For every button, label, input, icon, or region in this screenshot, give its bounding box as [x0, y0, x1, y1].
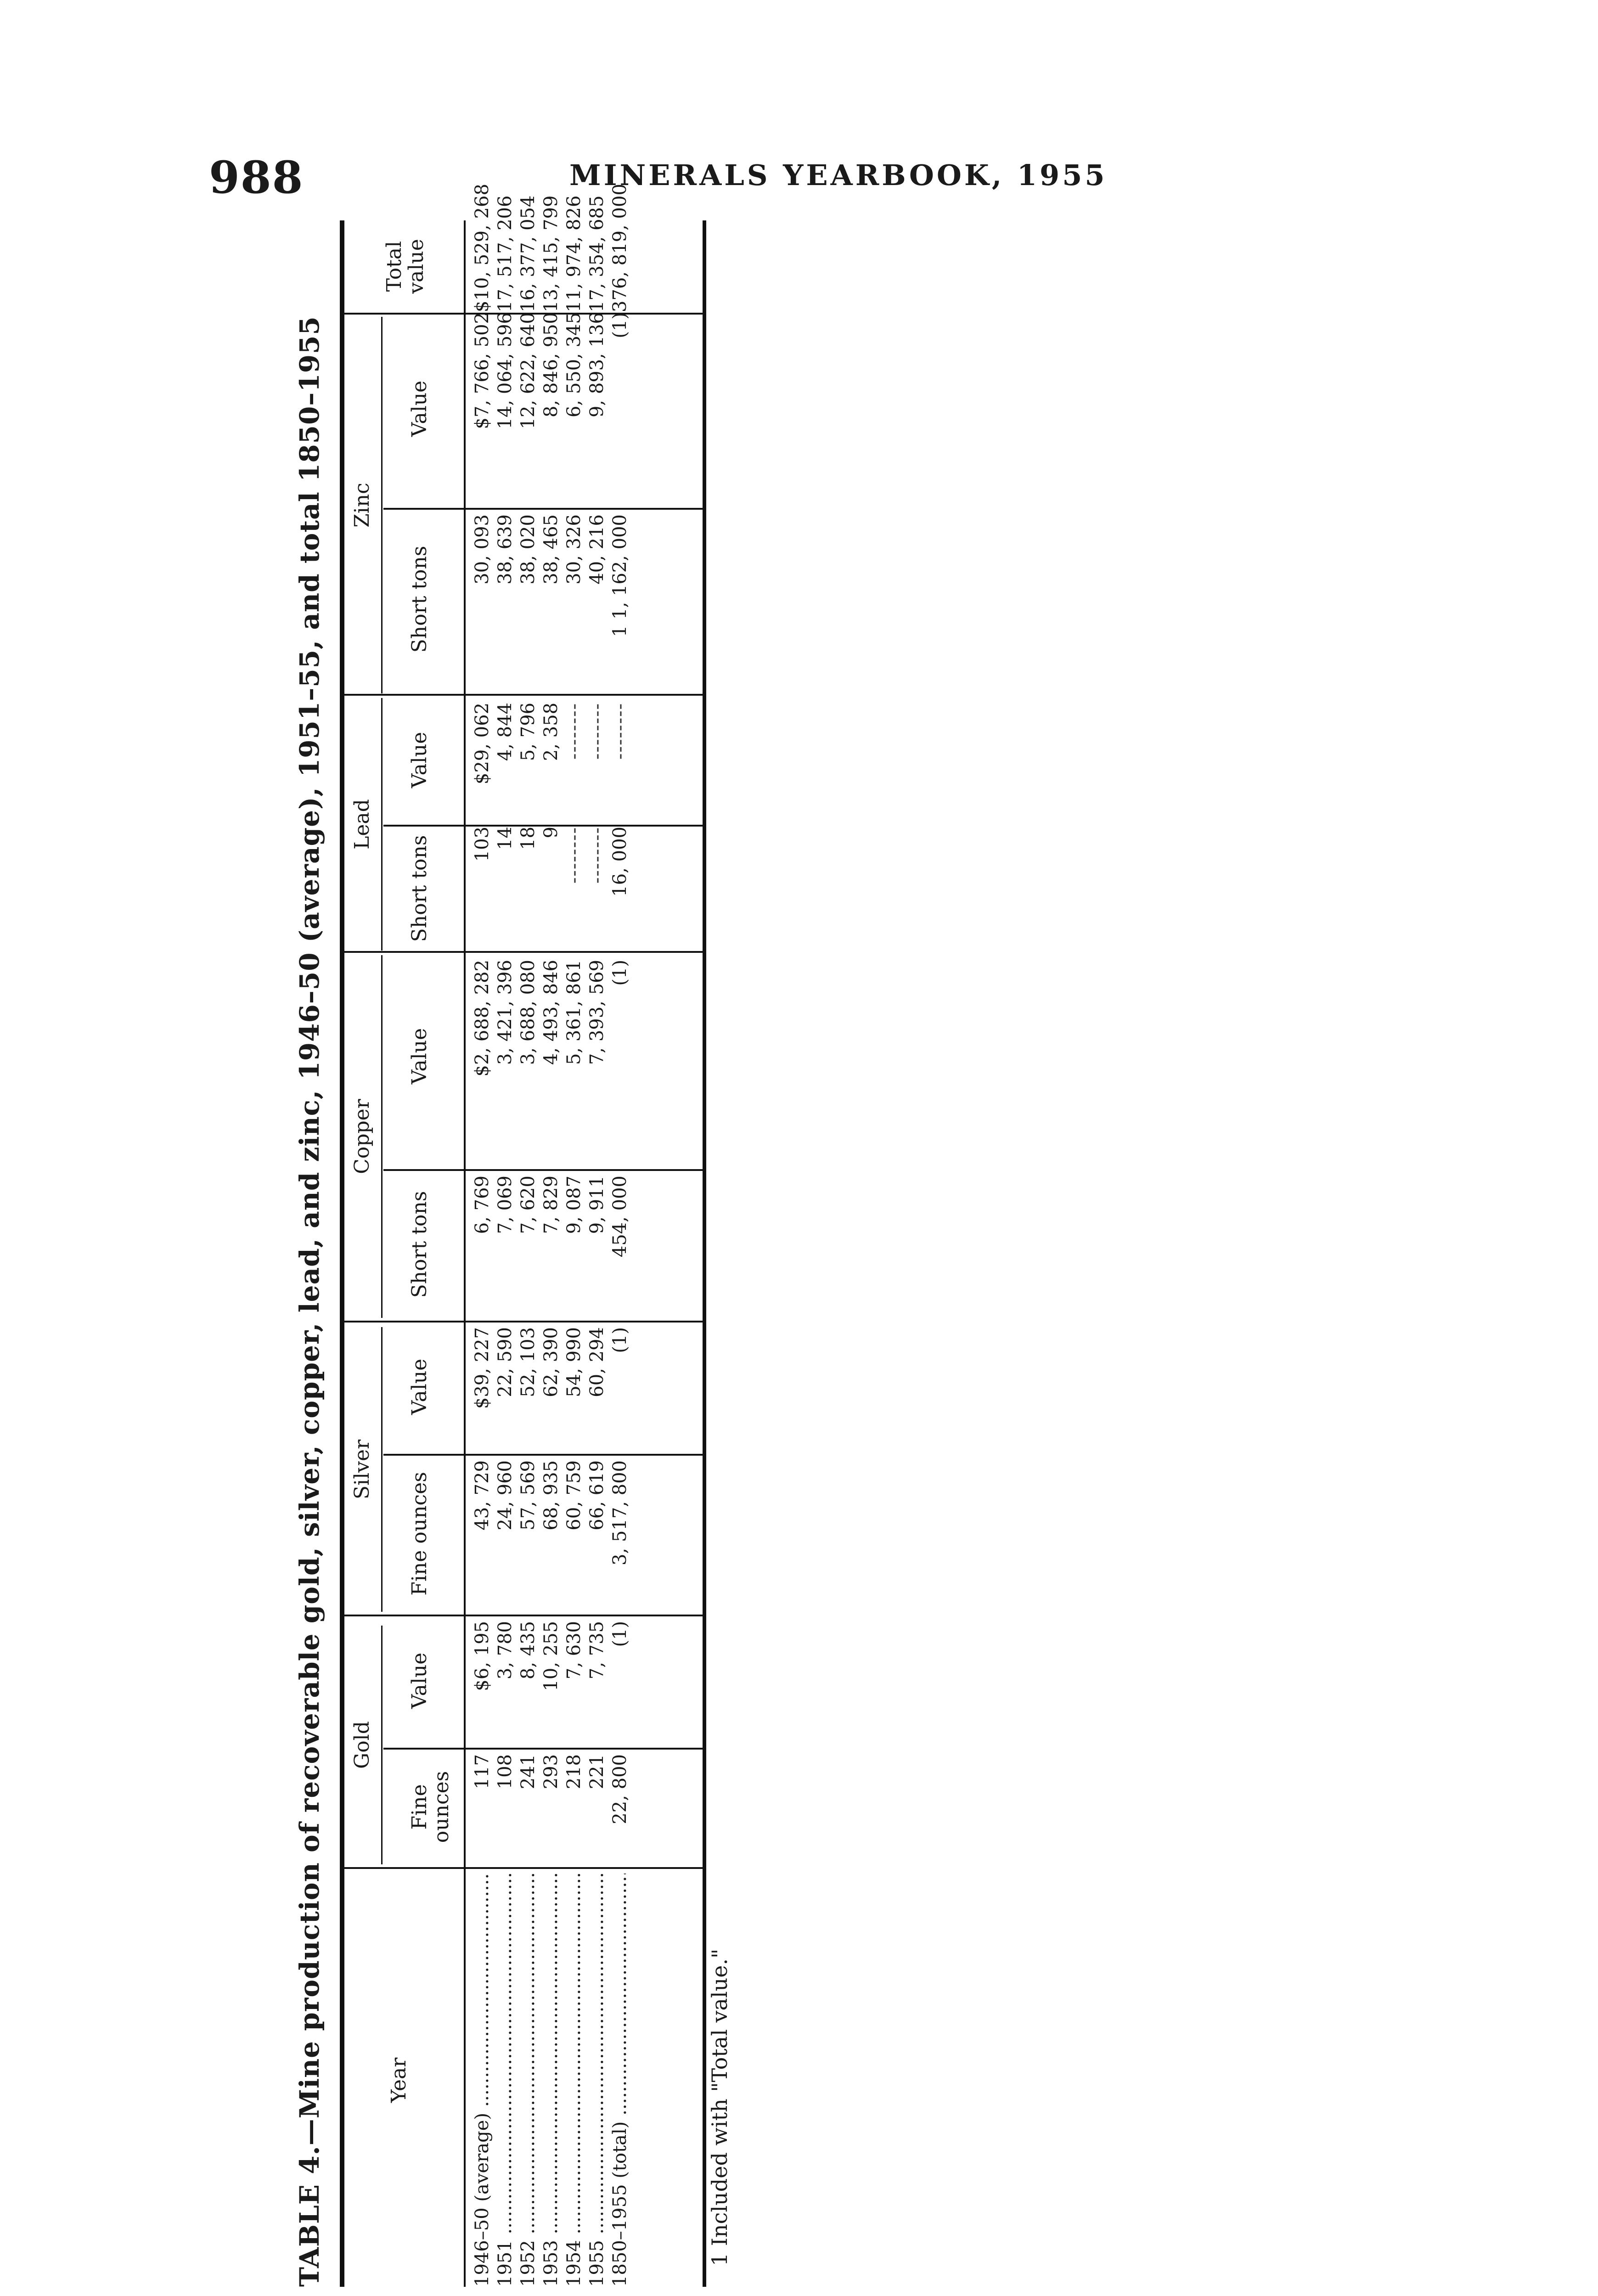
copper-value-cell: 3, 688, 080 — [518, 960, 539, 1065]
zinc-value-cell: 8, 846, 950 — [540, 312, 562, 418]
zinc-tons-cell: 30, 093 — [472, 514, 493, 585]
zinc-value-cell: (1) — [609, 312, 630, 338]
zinc-short-tons-header: Short tons — [408, 546, 431, 653]
copper-value-cell: (1) — [609, 960, 630, 986]
col-header-year: Year — [387, 2057, 411, 2103]
group-copper: Copper — [350, 1099, 374, 1174]
table-row — [471, 184, 494, 2287]
copper-tons-cell: 9, 911 — [586, 1176, 608, 1234]
total-value-cell: 11, 974, 826 — [563, 195, 585, 312]
silver-value-cell: $39, 227 — [472, 1327, 493, 1409]
copper-tons-cell: 7, 620 — [518, 1176, 539, 1234]
year-cell: 1946–50 (average) ..... — [471, 1874, 494, 2287]
copper-value-cell: 7, 393, 569 — [586, 960, 608, 1065]
copper-short-tons-header: Short tons — [408, 1191, 431, 1298]
year-cell: 1955 ..... — [585, 1874, 608, 2287]
total-value-header: Total value — [383, 239, 428, 294]
table-row — [494, 195, 517, 2287]
zinc-value-header: Value — [408, 380, 431, 437]
silver-fine-ounces-header: Fine ounces — [408, 1472, 431, 1596]
year-cell: 1953 ..... — [540, 1874, 563, 2287]
header-rule — [464, 220, 466, 2287]
zinc-value-cell: $7, 766, 502 — [472, 312, 493, 429]
copper-tons-cell: 7, 829 — [540, 1176, 562, 1234]
total-value-cell: 17, 517, 206 — [495, 195, 516, 312]
year-cell: 1850–1955 (total) ..... — [608, 1874, 631, 2287]
page-number: 988 — [209, 152, 304, 203]
gold-value-cell: (1) — [609, 1621, 630, 1647]
gold-oz-cell: 221 — [586, 1754, 608, 1790]
table-row — [517, 195, 540, 2287]
lead-value-cell: -------- — [609, 703, 630, 760]
lead-value-cell: 2, 358 — [540, 703, 562, 761]
table-caption: TABLE 4.—Mine production of recoverable gold, silver, copper, lead, and zinc, 1946–50 (average), 1951–55, and total 1850–1955 — [294, 316, 325, 2287]
silver-value-cell: 54, 990 — [563, 1327, 585, 1397]
silver-value-cell: 60, 294 — [586, 1327, 608, 1397]
table-row — [563, 195, 585, 2287]
copper-value-cell: $2, 688, 282 — [472, 960, 493, 1077]
group-gold: Gold — [350, 1721, 374, 1769]
gold-fine-ounces-header: Fine ounces — [408, 1771, 453, 1843]
gold-value-cell: $6, 195 — [472, 1621, 493, 1691]
group-underline — [381, 317, 383, 693]
gold-value-cell: 3, 780 — [495, 1621, 516, 1680]
silver-oz-cell: 3, 517, 800 — [609, 1460, 630, 1566]
copper-value-header: Value — [408, 1028, 431, 1085]
group-underline — [381, 1327, 383, 1612]
total-value-cell: 16, 377, 054 — [518, 195, 539, 312]
lead-value-cell: 4, 844 — [495, 703, 516, 761]
lead-tons-cell: -------- — [586, 827, 608, 884]
zinc-value-cell: 14, 064, 596 — [495, 312, 516, 429]
total-value-cell: 17, 354, 685 — [586, 195, 608, 312]
gold-value-header: Value — [408, 1652, 431, 1709]
silver-oz-cell: 24, 960 — [495, 1460, 516, 1531]
gold-oz-cell: 22, 800 — [609, 1754, 630, 1824]
gold-value-cell: 8, 435 — [518, 1621, 539, 1680]
silver-value-cell: 52, 103 — [518, 1327, 539, 1397]
silver-oz-cell: 66, 619 — [586, 1460, 608, 1531]
group-underline — [381, 1626, 383, 1864]
silver-oz-cell: 68, 935 — [540, 1460, 562, 1531]
table-top-rule — [340, 220, 344, 2287]
year-cell: 1951 ..... — [494, 1874, 517, 2287]
copper-tons-cell: 9, 087 — [563, 1176, 585, 1234]
lead-value-cell: -------- — [563, 703, 585, 760]
table-row — [585, 195, 608, 2287]
zinc-tons-cell: 38, 639 — [495, 514, 516, 585]
lead-value-cell: -------- — [586, 703, 608, 760]
copper-tons-cell: 6, 769 — [472, 1176, 493, 1234]
zinc-tons-cell: 1 1, 162, 000 — [609, 514, 630, 637]
lead-tons-cell: 14 — [495, 827, 516, 850]
gold-oz-cell: 293 — [540, 1754, 562, 1790]
zinc-tons-cell: 30, 326 — [563, 514, 585, 585]
total-value-cell: 376, 819, 000 — [609, 184, 630, 312]
year-cell: 1954 ..... — [563, 1874, 585, 2287]
copper-value-cell: 4, 493, 846 — [540, 960, 562, 1065]
lead-value-header: Value — [408, 732, 431, 788]
lead-tons-cell: -------- — [563, 827, 585, 884]
zinc-tons-cell: 40, 216 — [586, 514, 608, 585]
copper-tons-cell: 7, 069 — [495, 1176, 516, 1234]
lead-short-tons-header: Short tons — [408, 835, 431, 942]
gold-value-cell: 7, 735 — [586, 1621, 608, 1680]
silver-value-cell: 62, 390 — [540, 1327, 562, 1397]
gold-oz-cell: 218 — [563, 1754, 585, 1790]
copper-value-cell: 3, 421, 396 — [495, 960, 516, 1065]
lead-value-cell: $29, 062 — [472, 703, 493, 785]
gold-oz-cell: 108 — [495, 1754, 516, 1790]
lead-tons-cell: 103 — [472, 827, 493, 862]
zinc-value-cell: 9, 893, 136 — [586, 312, 608, 418]
gold-value-cell: 7, 630 — [563, 1621, 585, 1680]
table-footnote: 1 Included with "Total value." — [707, 1948, 732, 2266]
lead-tons-cell: 18 — [518, 827, 539, 850]
group-silver: Silver — [350, 1439, 374, 1500]
gold-oz-cell: 117 — [472, 1754, 493, 1790]
lead-tons-cell: 9 — [540, 827, 562, 838]
silver-value-header: Value — [408, 1358, 431, 1415]
silver-value-cell: 22, 590 — [495, 1327, 516, 1397]
table-row — [608, 184, 631, 2287]
zinc-tons-cell: 38, 020 — [518, 514, 539, 585]
zinc-tons-cell: 38, 465 — [540, 514, 562, 585]
total-value-cell: $10, 529, 268 — [472, 184, 493, 312]
table-body — [471, 184, 631, 2287]
table-row — [540, 195, 563, 2287]
silver-oz-cell: 43, 729 — [472, 1460, 493, 1531]
total-value-cell: 13, 415, 799 — [540, 195, 562, 312]
zinc-value-cell: 6, 550, 345 — [563, 312, 585, 418]
silver-value-cell: (1) — [609, 1327, 630, 1353]
silver-oz-cell: 60, 759 — [563, 1460, 585, 1531]
gold-oz-cell: 241 — [518, 1754, 539, 1790]
group-underline — [381, 955, 383, 1318]
gold-value-cell: 10, 255 — [540, 1621, 562, 1691]
year-cell: 1952 ..... — [517, 1874, 540, 2287]
group-zinc: Zinc — [350, 483, 374, 528]
copper-tons-cell: 454, 000 — [609, 1176, 630, 1258]
zinc-value-cell: 12, 622, 640 — [518, 312, 539, 429]
silver-oz-cell: 57, 569 — [518, 1460, 539, 1531]
group-underline — [381, 698, 383, 951]
group-lead: Lead — [350, 799, 374, 850]
running-title: MINERALS YEARBOOK, 1955 — [569, 158, 1108, 192]
copper-value-cell: 5, 361, 861 — [563, 960, 585, 1065]
table-bottom-rule — [703, 220, 706, 2287]
lead-tons-cell: 16, 000 — [609, 827, 630, 897]
rotated-table-block — [294, 184, 753, 2287]
lead-value-cell: 5, 796 — [518, 703, 539, 761]
